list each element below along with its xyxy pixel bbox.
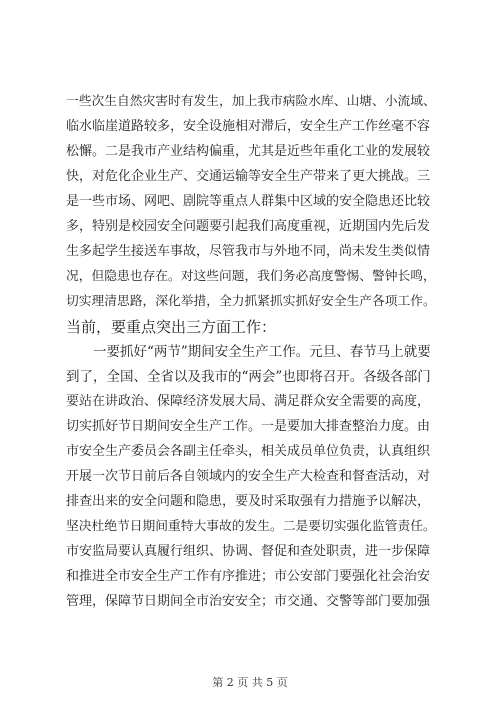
- body-text-line: 是一些市场、网吧、剧院等重点人群集中区域的安全隐患还比较: [66, 194, 431, 209]
- body-text-line: 排查出来的安全问题和隐患，要及时采取强有力措施予以解决，: [66, 494, 431, 509]
- body-text-line: 临水临崖道路较多，安全设施相对滞后，安全生产工作丝毫不容: [66, 119, 431, 134]
- body-text-line: 松懈。二是我市产业结构偏重，尤其是近些年重化工业的发展较: [66, 144, 431, 159]
- body-text-line: 要站在讲政治、保障经济发展大局、满足群众安全需要的高度，: [66, 394, 431, 409]
- body-text-line: 开展一次节日前后各自领域内的安全生产大检查和督查活动，对: [66, 469, 431, 484]
- page-number-footer: 第 2 页 共 5 页: [212, 676, 288, 689]
- body-text-line: 市安监局要认真履行组织、协调、督促和查处职责，进一步保障: [66, 544, 431, 559]
- body-text-line: 切实理清思路，深化举措，全力抓紧抓实抓好安全生产各项工作。: [66, 294, 436, 309]
- body-text-line: 一些次生自然灾害时有发生，加上我市病险水库、山塘、小流域、: [66, 94, 436, 109]
- body-text-line: 和推进全市安全生产工作有序推进；市公安部门要强化社会治安: [66, 569, 431, 584]
- paragraph-start-line: 一要抓好“两节”期间安全生产工作。元旦、春节马上就要: [66, 344, 431, 360]
- body-text-line: 市安全生产委员会各副主任牵头，相关成员单位负责，认真组织: [66, 444, 431, 459]
- body-text-line: 坚决杜绝节日期间重特大事故的发生。二是要切实强化监管责任。: [66, 519, 436, 534]
- body-text-line: 当前，要重点突出三方面工作：: [66, 318, 277, 336]
- body-text-line: 管理，保障节日期间全市治安安全；市交通、交警等部门要加强: [66, 594, 431, 609]
- body-text-line: 多，特别是校园安全问题要引起我们高度重视，近期国内先后发: [66, 219, 431, 234]
- body-text-line: 快，对危化企业生产、交通运输等安全生产带来了更大挑战。三: [66, 169, 431, 184]
- body-text-line: 到了，全国、全省以及我市的“两会”也即将召开。各级各部门: [66, 369, 431, 385]
- body-text-line: 生多起学生接送车事故，尽管我市与外地不同，尚未发生类似情: [66, 244, 431, 259]
- body-text-line: 况，但隐患也存在。对这些问题，我们务必高度警惕、警钟长鸣，: [66, 269, 436, 284]
- body-text-line: 切实抓好节日期间安全生产工作。一是要加大排查整治力度。由: [66, 419, 431, 434]
